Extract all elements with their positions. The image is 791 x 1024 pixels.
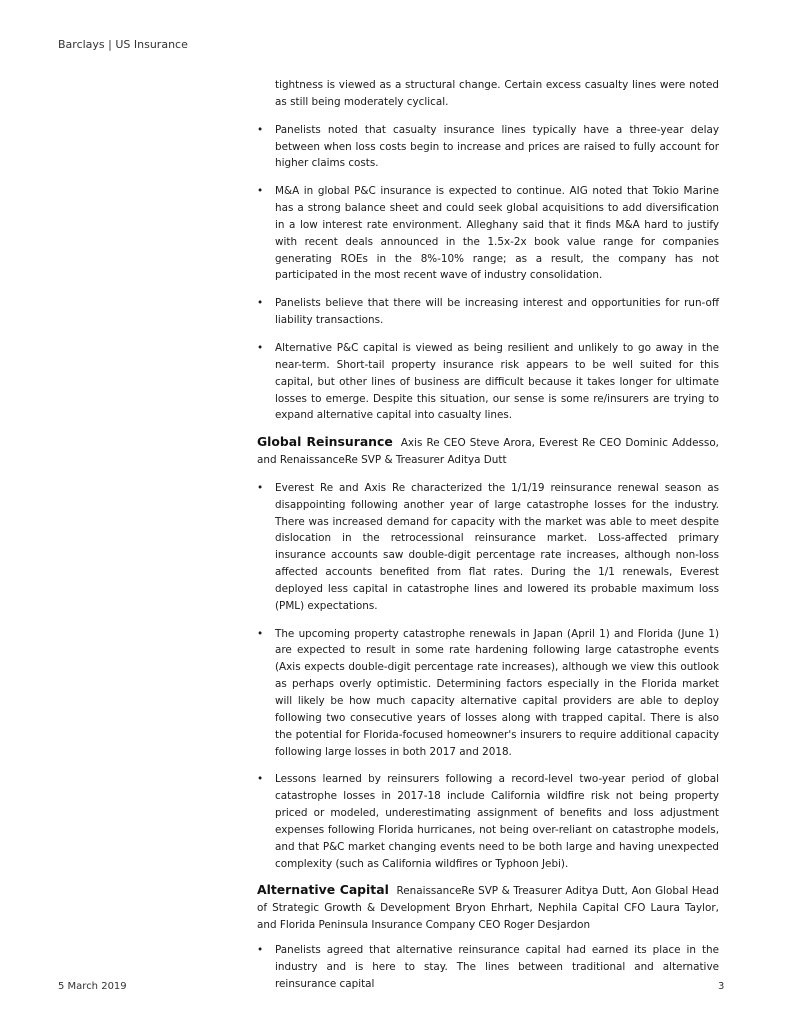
bullet-icon: • (257, 341, 264, 354)
running-header: Barclays | US Insurance (58, 38, 188, 51)
bullet-list-alternative (257, 942, 719, 993)
section-global-reinsurance (257, 434, 719, 469)
list-item (257, 480, 719, 615)
bullet-list-reinsurance (257, 480, 719, 873)
list-item (257, 183, 719, 284)
section-title: Global Reinsurance (257, 434, 393, 450)
bullet-text: Panelists agreed that alternative reinsurance capital had earned its place in the industry and is here to stay. The lines between traditional and alternative reinsurance capital (275, 943, 719, 990)
continued-paragraph: tightness is viewed as a structural change. Certain excess casualty lines were noted as still being moderately cyclical. (275, 79, 719, 108)
list-item (257, 626, 719, 761)
section-title: Alternative Capital (257, 882, 389, 898)
main-content (257, 77, 719, 993)
section-speakers: RenaissanceRe SVP & Treasurer Aditya Dutt, Aon Global Head of Strategic Growth & Development Bryon Ehrhart, Nephila Capital CFO Laura Taylor, and Florida Peninsula Insurance Company CEO Roger Desjardon (257, 885, 720, 932)
section-speakers: Axis Re CEO Steve Arora, Everest Re CEO Dominic Addesso, and RenaissanceRe SVP & Treasurer Aditya Dutt (257, 437, 719, 467)
page-number: 3 (718, 981, 725, 992)
bullet-text: Panelists believe that there will be increasing interest and opportunities for run-off liability transactions. (275, 297, 719, 327)
bullet-text: Panelists noted that casualty insurance lines typically have a three-year delay between when loss costs begin to increase and prices are raised to fully account for higher claims costs. (275, 123, 719, 170)
section-alternative-capital (257, 882, 719, 934)
bullet-text: Alternative P&C capital is viewed as being resilient and unlikely to go away in the near-term. Short-tail property insurance risk appears to be well suited for this capital, but other lines of business are difficult because it takes longer for ultimate losses to emerge. Despite this situation, our sense is some re/insurers are trying to expand alternative capital into casualty lines. (275, 341, 719, 422)
bullet-icon: • (257, 185, 264, 198)
bullet-text: Everest Re and Axis Re characterized the 1/1/19 reinsurance renewal season as disappointing following another year of large catastrophe losses for the industry. There was increased demand for capacity with the market was able to meet despite dislocation in the retrocessional reinsurance market. Loss-affected primary insurance accounts saw double-digit percentage rate increases, although non-loss affected accounts benefited from flat rates. During the 1/1 renewals, Everest deployed less capital in catastrophe lines and lowered its probable maximum loss (PML) expectations. (275, 481, 719, 612)
bullet-icon: • (257, 943, 264, 956)
bullet-icon: • (257, 481, 264, 494)
bullet-icon: • (257, 297, 264, 310)
list-item (257, 771, 719, 872)
bullet-text: M&A in global P&C insurance is expected to continue. AIG noted that Tokio Marine has a strong balance sheet and could seek global acquisitions to add diversification in a low interest rate environment. Alleghany said that it finds M&A hard to justify with recent deals announced in the 1.5x-2x book value range for companies generating ROEs in the 8%-10% range; as a result, the company has not participated in the most recent wave of industry consolidation. (275, 185, 719, 282)
list-item (257, 942, 719, 993)
list-item (257, 340, 719, 424)
bullet-list-casualty (257, 122, 719, 425)
list-item (257, 122, 719, 173)
bullet-icon: • (257, 123, 264, 136)
footer-date: 5 March 2019 (58, 981, 127, 992)
bullet-icon: • (257, 773, 264, 786)
list-item (257, 295, 719, 329)
bullet-text: The upcoming property catastrophe renewals in Japan (April 1) and Florida (June 1) are expected to result in some rate hardening following large catastrophe events (Axis expects double-digit percentage rate increases), although we view this outlook as perhaps overly optimistic. Determining factors especially in the Florida market will likely be how much capacity alternative capital providers are able to deploy following two consecutive years of losses along with trapped capital. There is also the potential for Florida-focused homeowner's insurers to require additional capacity following large losses in both 2017 and 2018. (275, 627, 719, 758)
bullet-text: Lessons learned by reinsurers following a record-level two-year period of global catastrophe losses in 2017-18 include California wildfire risk not being property priced or modeled, underestimating assignment of benefits and loss adjustment expenses following Florida hurricanes, not being over-reliant on catastrophe models, and that P&C market changing events need to be both large and having unexpected complexity (such as California wildfires or Typhoon Jebi). (275, 773, 719, 870)
bullet-icon: • (257, 627, 264, 640)
